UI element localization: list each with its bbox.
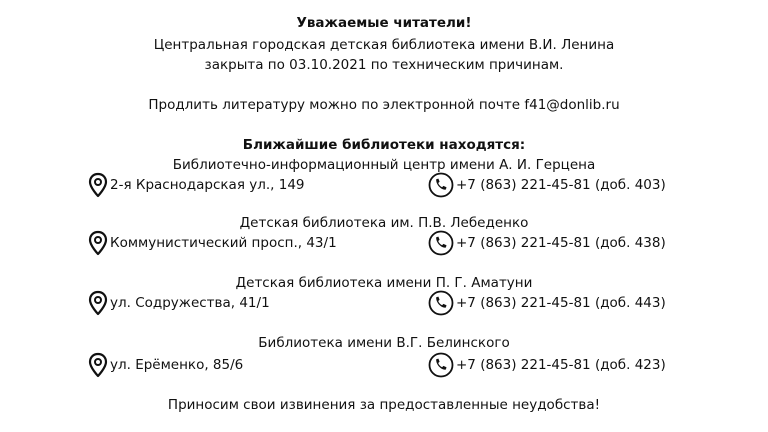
- phone-icon: [428, 230, 454, 256]
- library-address: 2-я Краснодарская ул., 149: [110, 177, 305, 193]
- library-phone[interactable]: +7 (863) 221-45-81 (доб. 438): [456, 235, 666, 251]
- greeting-heading: Уважаемые читатели!: [296, 15, 472, 31]
- nearest-libraries-heading: Ближайшие библиотеки находятся:: [242, 137, 526, 153]
- library-name: Библиотечно-информационный центр имени А. И. Герцена: [172, 157, 596, 173]
- phone-icon: [428, 352, 454, 378]
- map-pin-icon: [88, 352, 108, 378]
- renewal-text: Продлить литературу можно по электронной почте f41@donlib.ru: [148, 97, 620, 113]
- phone-icon: [428, 290, 454, 316]
- library-name: Детская библиотека имени П. Г. Аматуни: [235, 275, 533, 291]
- library-contact-row: [0, 290, 768, 316]
- library-contact-row: [0, 230, 768, 256]
- phone-icon: [428, 172, 454, 198]
- closure-text-line1: Центральная городская детская библиотека имени В.И. Ленина: [153, 37, 615, 53]
- closure-text-line2: закрыта по 03.10.2021 по техническим причинам.: [204, 57, 564, 73]
- library-phone[interactable]: +7 (863) 221-45-81 (доб. 423): [456, 357, 666, 373]
- library-address: Коммунистический просп., 43/1: [110, 235, 337, 251]
- map-pin-icon: [88, 290, 108, 316]
- library-contact-row: [0, 352, 768, 378]
- library-address: ул. Содружества, 41/1: [110, 295, 270, 311]
- library-phone[interactable]: +7 (863) 221-45-81 (доб. 403): [456, 177, 666, 193]
- map-pin-icon: [88, 230, 108, 256]
- apology-text: Приносим свои извинения за предоставленные неудобства!: [167, 397, 601, 413]
- map-pin-icon: [88, 172, 108, 198]
- library-name: Библиотека имени В.Г. Белинского: [258, 335, 510, 351]
- library-name: Детская библиотека им. П.В. Лебеденко: [239, 215, 529, 231]
- library-phone[interactable]: +7 (863) 221-45-81 (доб. 443): [456, 295, 666, 311]
- library-contact-row: [0, 172, 768, 198]
- library-address: ул. Ерёменко, 85/6: [110, 357, 244, 373]
